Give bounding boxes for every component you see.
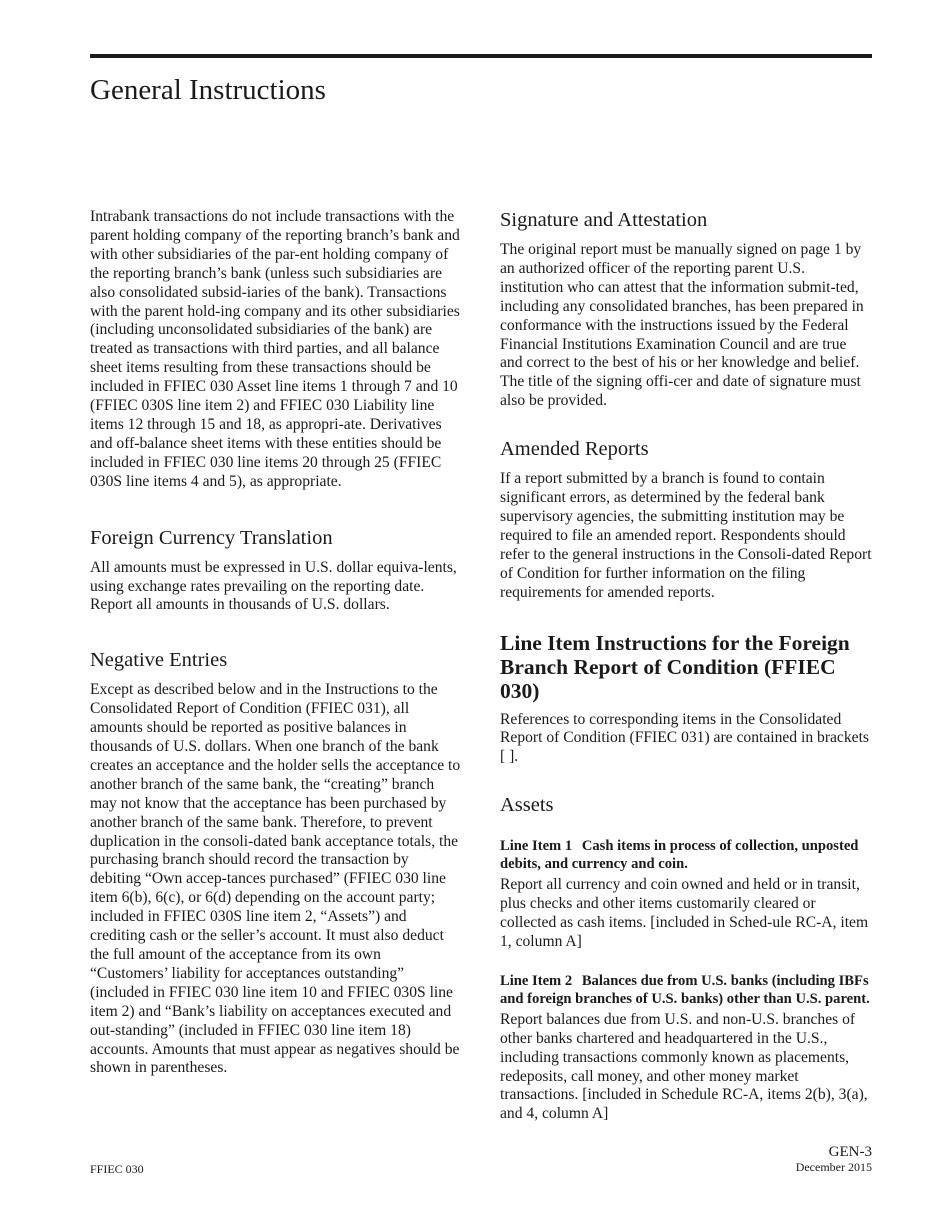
line-item-2-number: Line Item 2 (500, 972, 573, 989)
amended-reports-heading: Amended Reports (500, 438, 649, 461)
line-item-instructions-heading: Line Item Instructions for the Foreign Branch Report of Condition (FFIEC 030) (500, 630, 850, 703)
negative-entries-heading: Negative Entries (90, 649, 228, 672)
foreign-currency-heading: Foreign Currency Translation (90, 526, 333, 549)
foreign-currency-paragraph: All amounts must be expressed in U.S. dollar equiva-lents, using exchange rates prevailing on the reporting date. Report all amounts in thousands of U.S. dollars. (90, 558, 457, 614)
footer-date: December 2015 (795, 1160, 872, 1174)
negative-entries-paragraph: Except as described below and in the Instructions to the Consolidated Report of Condition (FFIEC 031), all amounts should be reported as positive balances in thousands of U.S. dollars. When one branch of the bank creates an acceptance and the holder sells the acceptance to another branch of the same bank, the “creating” branch may not know that the acceptance has been purchased by another branch of the same bank. Therefore, to prevent duplication in the consoli-dated bank acceptance totals, the purchasing branch should record the transaction by debiting “Own accep-tances purchased” (FFIEC 030 line item 6(b), 6(c), or 6(d) depending on the account party; included in FFIEC 030S line item 2, “Assets”) and crediting cash or the seller’s account. It must also deduct the full amount of the acceptance from its own “Customers’ liability for acceptances outstanding” (included in FFIEC 030 line item 10 and FFIEC 030S line item 2) and “Bank’s liability on acceptances executed and out-standing” (included in FFIEC 030 line item 18) accounts. Amounts that must appear as negatives should be shown in parentheses. (90, 681, 461, 1077)
header-rule (90, 54, 872, 58)
right-column (500, 208, 872, 1124)
page-number: GEN-3 (828, 1144, 872, 1160)
assets-heading: Assets (500, 794, 554, 817)
line-item-1-paragraph: Report all currency and coin owned and held or in transit, plus checks and other items customarily cleared or collected as cash items. [included in Sched-ule RC-A, item 1, column A] (500, 876, 869, 950)
page-title: General Instructions (90, 74, 326, 106)
line-item-2-paragraph: Report balances due from U.S. and non-U.S. branches of other banks chartered and headquartered in the U.S., including transactions commonly known as placements, redeposits, call money, and other money market transactions. [included in Schedule RC-A, items 2(b), 3(a), and 4, column A] (500, 1010, 868, 1123)
left-column (90, 208, 462, 1078)
signature-paragraph: The original report must be manually signed on page 1 by an authorized officer of the reporting parent U.S. institution who can attest that the information submit-ted, including any consolidated branches, has been prepared in conformance with the instructions issued by the Federal Financial Institutions Examination Council and are true and correct to the best of his or her knowledge and belief. The title of the signing offi-cer and date of signature must also be provided. (500, 241, 864, 410)
intrabank-paragraph: Intrabank transactions do not include transactions with the parent holding company of the reporting branch’s bank and with other subsidiaries of the par-ent holding company of the reporting branch’s bank (unless such subsidiaries are also consolidated subsid-iaries of the bank). Transactions with the parent hold-ing company and its other subsidiaries (including unconsolidated subsidiaries of the bank) are treated as transactions with third parties, and all balance sheet items resulting from these transactions should be included in FFIEC 030 Asset line items 1 through 7 and 10 (FFIEC 030S line item 2) and FFIEC 030 Liability line items 12 through 15 and 18, as appropri-ate. Derivatives and off-balance sheet items with these entities should be included in FFIEC 030 line items 20 through 25 (FFIEC 030S line items 4 and 5), as appropriate. (90, 208, 460, 490)
line-item-instructions-paragraph: References to corresponding items in the Consolidated Report of Condition (FFIEC 031) are contained in brackets [ ]. (500, 710, 869, 766)
footer-right (796, 1144, 872, 1174)
amended-reports-paragraph: If a report submitted by a branch is found to contain significant errors, as determined by the federal bank supervisory agencies, the submitting institution may be required to file an amended report. Respondents should refer to the general instructions in the Consoli-dated Report of Condition for further information on the filing requirements for amended reports. (500, 470, 872, 601)
line-item-1-heading (500, 837, 872, 873)
line-item-1-number: Line Item 1 (500, 838, 573, 855)
line-item-2-heading (500, 972, 872, 1008)
footer-form-id: FFIEC 030 (90, 1162, 144, 1176)
line-item-2-title: Balances due from U.S. banks (including IBFs and foreign branches of U.S. banks) other than U.S. parent. (500, 972, 870, 1007)
line-item-1-title: Cash items in process of collection, unposted debits, and currency and coin. (500, 838, 859, 873)
signature-heading: Signature and Attestation (500, 209, 708, 231)
